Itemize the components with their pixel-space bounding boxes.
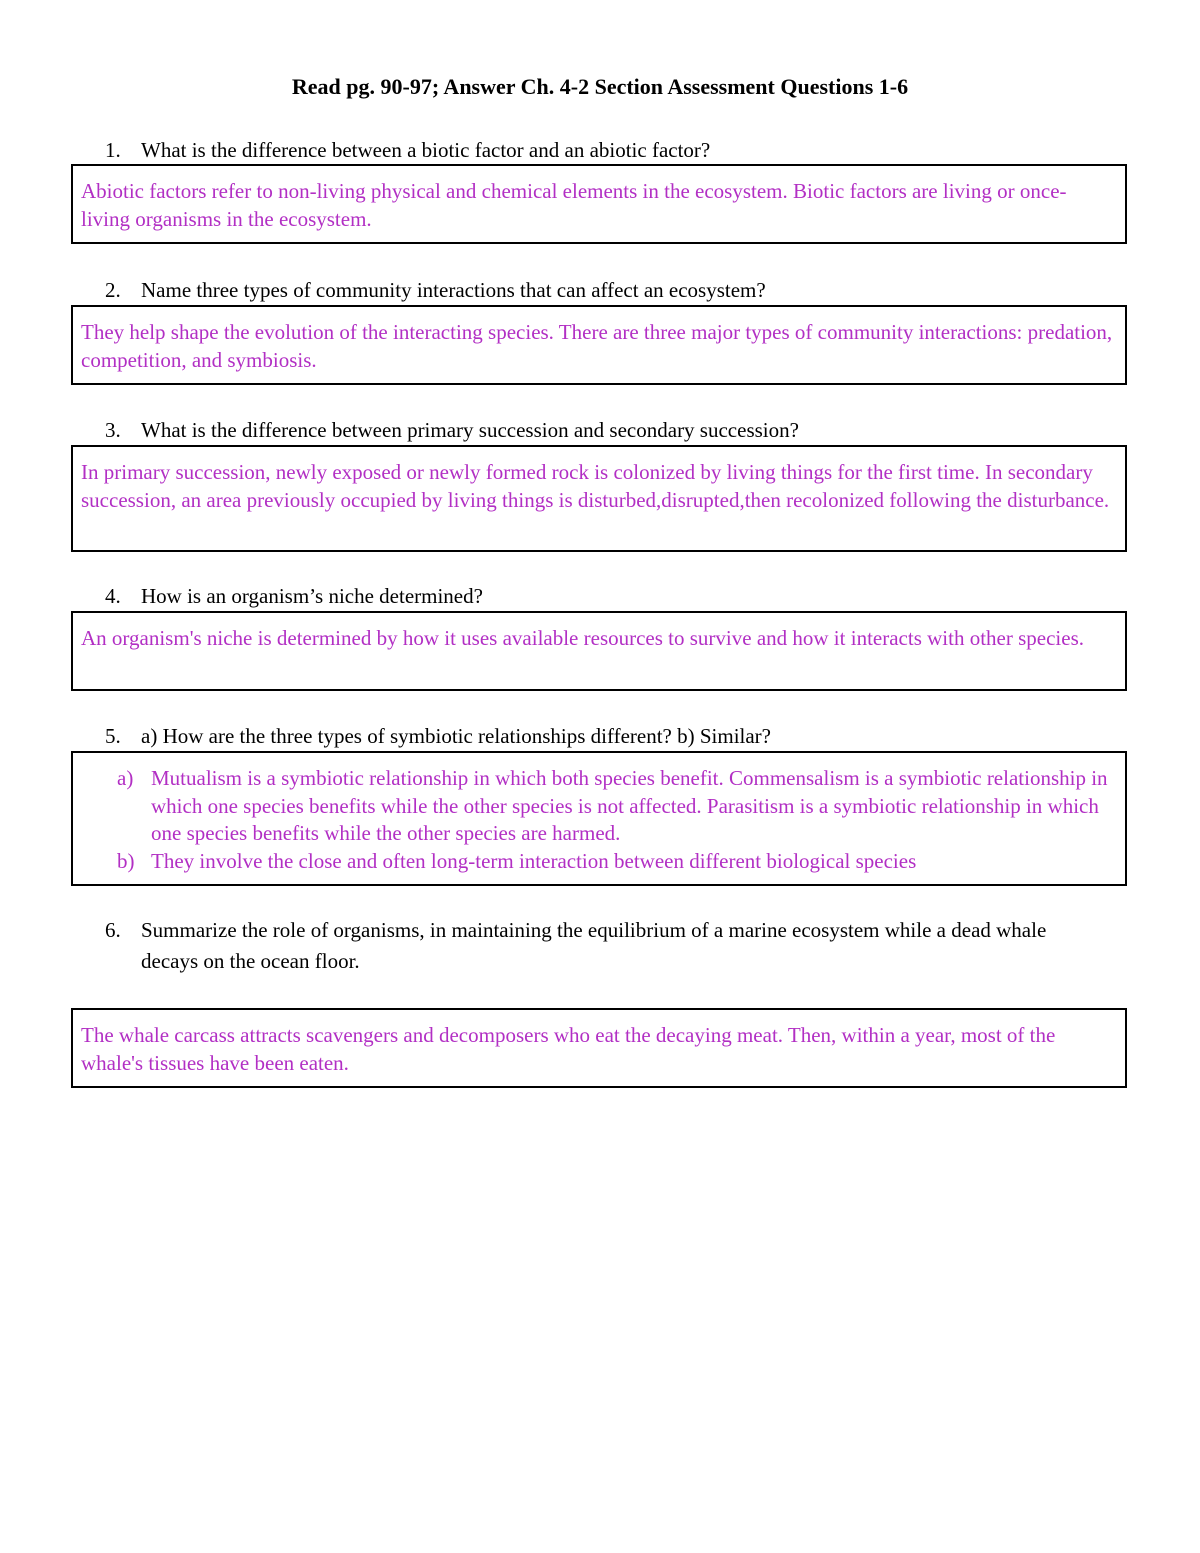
question-text: What is the difference between primary succession and secondary succession?	[141, 418, 799, 442]
question-number: 4.	[105, 584, 121, 608]
question-number: 5.	[105, 724, 121, 748]
question-number: 6.	[105, 918, 121, 942]
question-number: 3.	[105, 418, 121, 442]
question-text: How is an organism’s niche determined?	[141, 584, 483, 608]
question-4	[105, 581, 1105, 612]
question-1	[105, 135, 1105, 166]
answer-item-b	[81, 848, 1113, 876]
question-3	[105, 415, 1105, 446]
answer-item-letter: a)	[117, 766, 134, 790]
answer-item-text: Mutualism is a symbiotic relationship in which both species benefit. Commensalism is a symbiotic relationship in which one species benefits while the other species is not affected. Parasitism is a symbiotic relationship in which one species benefits while the other species are harmed.	[151, 766, 1108, 845]
answer-item-a	[81, 765, 1113, 848]
answer-text: They help shape the evolution of the interacting species. There are three major types of community interactions: predation, competition, and symbiosis.	[81, 320, 1113, 372]
answer-box-4	[71, 611, 1127, 691]
answer-item-letter: b)	[117, 848, 135, 873]
answer-box-2	[71, 305, 1127, 385]
answer-box-5	[71, 751, 1127, 886]
question-text: What is the difference between a biotic factor and an abiotic factor?	[141, 138, 711, 162]
question-text: Summarize the role of organisms, in maintaining the equilibrium of a marine ecosystem while a dead whale decays on the ocean floor.	[141, 918, 1047, 973]
answer-box-3	[71, 445, 1127, 552]
question-text: a) How are the three types of symbiotic relationships different? b) Similar?	[141, 724, 771, 748]
answer-text: The whale carcass attracts scavengers and decomposers who eat the decaying meat. Then, within a year, most of the whale's tissues have been eaten.	[81, 1023, 1056, 1075]
question-text: Name three types of community interactions that can affect an ecosystem?	[141, 278, 766, 302]
question-number: 1.	[105, 138, 121, 162]
answer-text: In primary succession, newly exposed or newly formed rock is colonized by living things for the first time. In secondary succession, an area previously occupied by living things is disturbed,disrupted,then recolonized following the disturbance.	[81, 460, 1110, 512]
answer-text: Abiotic factors refer to non-living physical and chemical elements in the ecosystem. Biotic factors are living or once-living organisms in the ecosystem.	[81, 179, 1067, 231]
question-5	[105, 721, 1105, 752]
page-title: Read pg. 90-97; Answer Ch. 4-2 Section Assessment Questions 1-6	[291, 74, 909, 99]
answer-text: An organism's niche is determined by how it uses available resources to survive and how it interacts with other species.	[81, 626, 1084, 650]
answer-box-6	[71, 1008, 1127, 1088]
answer-item-text: They involve the close and often long-term interaction between different biological species	[151, 848, 917, 873]
question-number: 2.	[105, 278, 121, 302]
question-6	[105, 915, 1105, 977]
question-2	[105, 275, 1105, 306]
answer-box-1	[71, 164, 1127, 244]
